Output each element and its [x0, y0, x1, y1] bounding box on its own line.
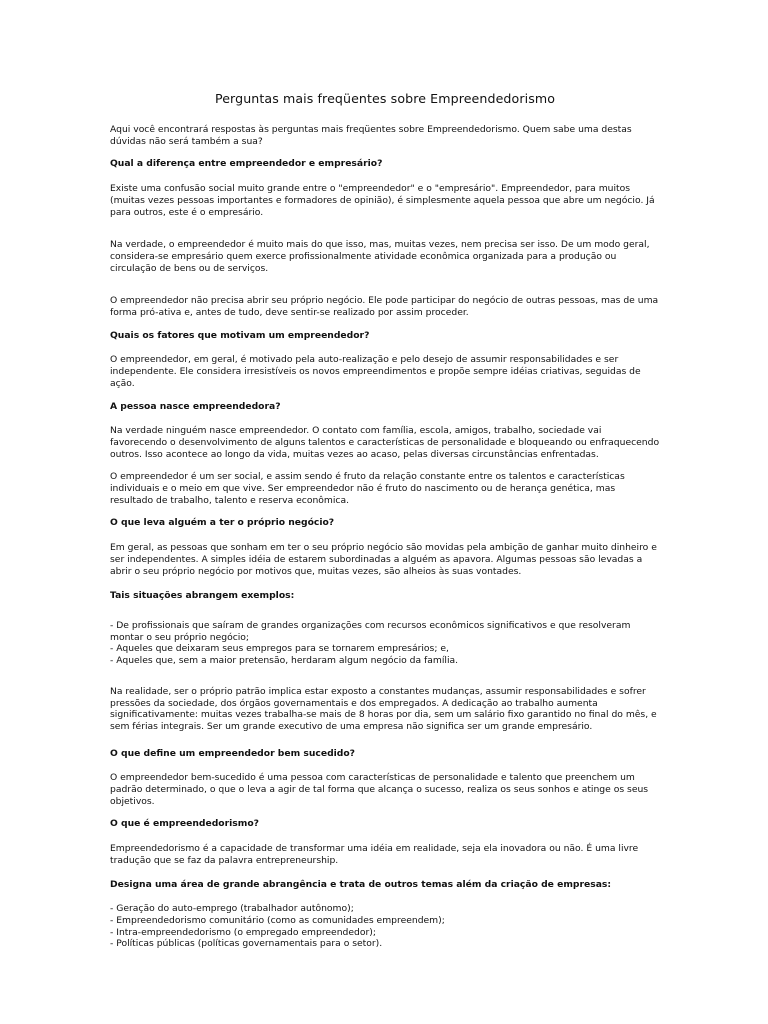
answer-paragraph: O empreendedor, em geral, é motivado pela auto-realização e pelo desejo de assumir responsabilidades e ser independente. Ele considera irresistíveis os novos empreendimentos e propõe sempre idéias criativas, seguidas de ação.	[110, 354, 641, 389]
answer-paragraph: Na verdade, o empreendedor é muito mais do que isso, mas, muitas vezes, nem precisa ser isso. De um modo geral, considera-se empresário quem exerce profissionalmente atividade econômica organizada para a produção ou circulação de bens ou de serviços.	[110, 239, 650, 274]
answer-paragraph: Em geral, as pessoas que sonham em ter o seu próprio negócio são movidas pela ambição de ganhar muito dinheiro e ser independentes. A simples idéia de estarem subordinadas a alguém as apavora. Algumas pessoas são levadas a abrir o seu próprio negócio por motivos que, muitas vezes, são alheios às suas vontades.	[110, 542, 657, 577]
bullet-list: - De profissionais que saíram de grandes organizações com recursos econômicos significativos e que resolveram montar o seu próprio negócio; - Aqueles que deixaram seus empregos para se tornarem empresários; e, - Aqueles que, sem a maior pretensão, herdaram algum negócio da família.	[110, 619, 631, 667]
intro-paragraph: Aqui você encontrará respostas às perguntas mais freqüentes sobre Empreendedorismo. Quem sabe uma destas dúvidas não será também a sua?	[110, 124, 632, 147]
question-heading: Designa uma área de grande abrangência e trata de outros temas além da criação de empresas:	[110, 878, 612, 890]
question-heading: A pessoa nasce empreendedora?	[110, 400, 281, 412]
question-heading: O que é empreendedorismo?	[110, 818, 259, 830]
question-heading: O que define um empreendedor bem sucedido?	[110, 747, 356, 759]
answer-paragraph: O empreendedor não precisa abrir seu próprio negócio. Ele pode participar do negócio de outras pessoas, mas de uma forma pró-ativa e, antes de tudo, deve sentir-se realizado por assim proceder.	[110, 295, 659, 319]
answer-paragraph: Na verdade ninguém nasce empreendedor. O contato com família, escola, amigos, trabalho, sociedade vai favorecendo o desenvolvimento de alguns talentos e características de personalidade e bloqueando ou enfraquecendo outros. Isso acontece ao longo da vida, muitas vezes ao acaso, pelas diversas circunstâncias enfrentadas.	[110, 425, 660, 460]
bullet-list: - Geração do auto-emprego (trabalhador autônomo); - Empreendedorismo comunitário (como as comunidades empreendem); - Intra-empreendedorismo (o empregado empreendedor); - Políticas públicas (políticas governamentais para o setor).	[110, 903, 445, 950]
question-heading: Qual a diferença entre empreendedor e empresário?	[110, 158, 383, 170]
answer-paragraph: O empreendedor é um ser social, e assim sendo é fruto da relação constante entre os talentos e características individuais e o meio em que vive. Ser empreendedor não é fruto do nascimento ou de herança genética, mas resultado de trabalho, talento e reserva econômica.	[110, 471, 625, 506]
question-heading: Quais os fatores que motivam um empreendedor?	[110, 329, 370, 341]
page-title: Perguntas mais freqüentes sobre Empreendedorismo	[214, 91, 556, 106]
answer-paragraph: Empreendedorismo é a capacidade de transformar uma idéia em realidade, seja ela inovadora ou não. É uma livre tradução que se faz da palavra entrepreneurship.	[110, 843, 639, 866]
question-heading: O que leva alguém a ter o próprio negócio?	[110, 517, 335, 529]
question-heading: Tais situações abrangem exemplos:	[110, 590, 295, 602]
answer-paragraph: Existe uma confusão social muito grande entre o "empreendedor" e o "empresário". Empreendedor, para muitos (muitas vezes pessoas importantes e formadores de opinião), é simplesmente aquela pessoa que abre um negócio. Já para outros, este é o empresário.	[110, 183, 655, 218]
answer-paragraph: Na realidade, ser o próprio patrão implica estar exposto a constantes mudanças, assumir responsabilidades e sofrer pressões da sociedade, dos órgãos governamentais e dos empregados. A dedicação ao trabalho aumenta significativamente: muitas vezes trabalha-se mais de 8 horas por dia, sem um salário fixo garantido no final do mês, e sem férias integrais. Ser um grande executivo de uma empresa não significa ser um grande empresário.	[110, 685, 657, 732]
answer-paragraph: O empreendedor bem-sucedido é uma pessoa com características de personalidade e talento que preenchem um padrão determinado, o que o leva a agir de tal forma que alcança o sucesso, realiza os seus sonhos e atinge os seus objetivos.	[110, 772, 649, 807]
